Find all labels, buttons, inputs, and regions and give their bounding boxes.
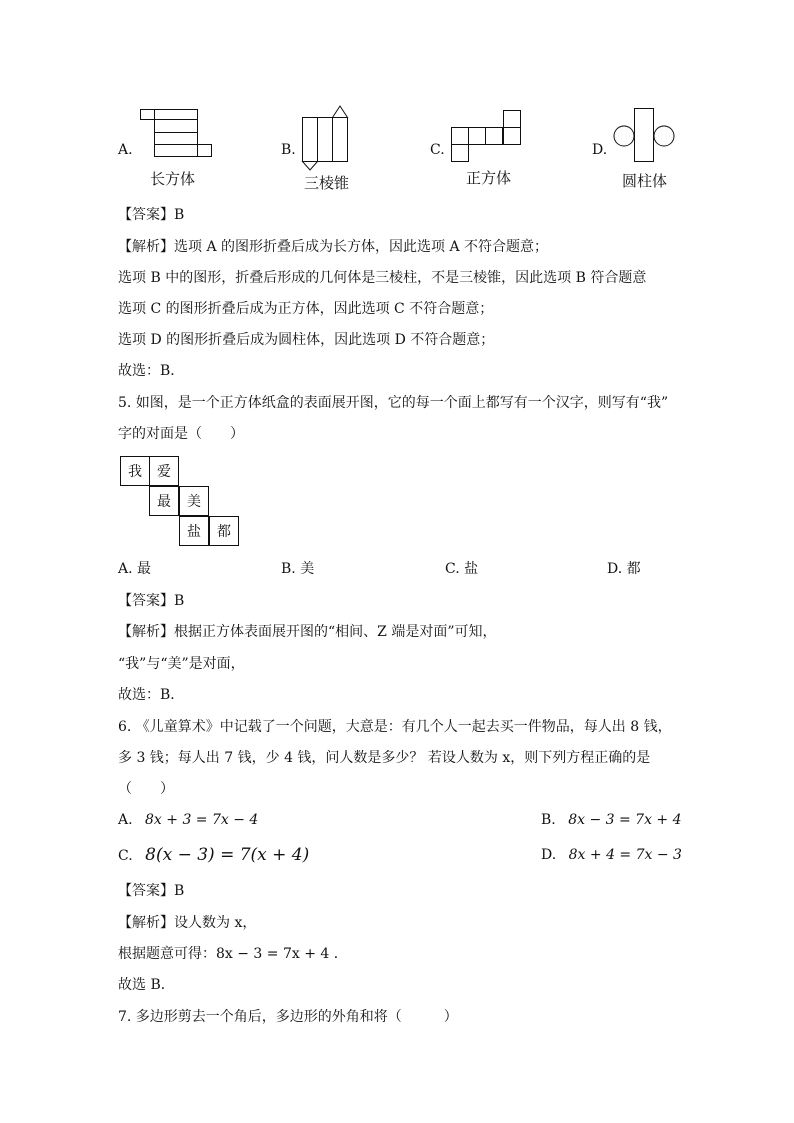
q5-option-b: B. 美 xyxy=(281,561,315,577)
q5-option-a: A. 最 xyxy=(118,561,152,577)
net-cell: 爱 xyxy=(149,456,179,486)
q4-analysis-line-5: 故选：B． xyxy=(118,363,185,379)
q6-option-d-expr: 8x + 4 = 7x − 3 xyxy=(568,847,682,863)
q6-option-a xyxy=(118,810,258,830)
net-cell: 我 xyxy=(120,456,150,486)
q4-option-b-caption: 三棱锥 xyxy=(304,174,350,192)
q6-answer: 【答案】B xyxy=(118,883,185,899)
q4-answer: 【答案】B xyxy=(118,207,185,223)
q5-option-d: D. 都 xyxy=(607,561,641,577)
q5-analysis-line-1: 【解析】根据正方体表面展开图的“相间、Z 端是对面”可知， xyxy=(118,624,497,640)
q6-option-b xyxy=(541,810,682,830)
q6-analysis-line-1: 【解析】设人数为 x， xyxy=(118,915,257,931)
net-cube-icon xyxy=(451,110,523,162)
q6-analysis-line-2: 根据题意可得：8x − 3 = 7x + 4 ． xyxy=(118,946,348,962)
q4-analysis-line-3: 选项 C 的图形折叠后成为正方体，因此选项 C 不符合题意； xyxy=(118,301,494,317)
net-cell: 美 xyxy=(179,486,209,516)
net-cylinder-icon xyxy=(613,107,675,163)
q5-answer: 【答案】B xyxy=(118,593,185,609)
q6-stem-line-2: 多 3 钱；每人出 7 钱，少 4 钱，问人数是多少？ 若设人数为 x，则下列方程正确的是 xyxy=(118,750,651,766)
q5-analysis-line-3: 故选：B． xyxy=(118,687,185,703)
q4-analysis-line-1: 【解析】选项 A 的图形折叠后成为长方体，因此选项 A 不符合题意； xyxy=(118,239,549,255)
q6-option-b-letter: B. xyxy=(541,812,556,828)
q6-option-a-letter: A. xyxy=(118,812,133,828)
q6-analysis-line-3: 故选 B． xyxy=(118,977,175,993)
q4-option-d-letter: D. xyxy=(592,142,608,158)
q5-stem-line-1: 5. 如图，是一个正方体纸盒的表面展开图，它的每一个面上都写有一个汉字，则写有“我” xyxy=(118,395,669,411)
net-tri-prism-icon xyxy=(302,105,350,171)
q4-analysis-line-2: 选项 B 中的图形，折叠后形成的几何体是三棱柱，不是三棱锥，因此选项 B 符合题意 xyxy=(118,270,647,286)
q6-option-c xyxy=(118,845,309,866)
q5-analysis-line-2: “我”与“美”是对面， xyxy=(118,656,245,672)
q6-option-c-letter: C. xyxy=(118,848,133,864)
q6-option-a-expr: 8x + 3 = 7x − 4 xyxy=(145,812,259,828)
q6-option-d xyxy=(541,845,682,865)
q4-option-c-caption: 正方体 xyxy=(466,169,512,187)
q6-option-b-expr: 8x − 3 = 7x + 4 xyxy=(568,812,682,828)
q6-stem-line-1: 6. 《儿童算术》中记载了一个问题，大意是：有几个人一起去买一件物品，每人出 8 钱， xyxy=(118,719,672,735)
q5-stem-line-2: 字的对面是（ ） xyxy=(118,426,244,442)
net-cell: 盐 xyxy=(179,516,209,546)
q4-option-c-letter: C. xyxy=(430,142,445,158)
q4-option-b-letter: B. xyxy=(281,142,296,158)
q6-stem-line-3: （ ） xyxy=(118,781,174,797)
net-rect-prism-icon xyxy=(140,108,212,160)
q6-option-d-letter: D. xyxy=(541,847,557,863)
net-cell: 都 xyxy=(209,516,239,546)
q4-option-a-letter: A. xyxy=(118,142,133,158)
net-cell: 最 xyxy=(149,486,179,516)
q6-option-c-expr: 8(x − 3) = 7(x + 4) xyxy=(145,845,310,865)
q5-option-c: C. 盐 xyxy=(445,561,479,577)
q7-stem: 7. 多边形剪去一个角后，多边形的外角和将（ ） xyxy=(118,1009,458,1025)
q4-option-d-caption: 圆柱体 xyxy=(622,172,668,190)
q4-analysis-line-4: 选项 D 的图形折叠后成为圆柱体，因此选项 D 不符合题意； xyxy=(118,332,495,348)
q4-option-a-caption: 长方体 xyxy=(150,170,196,188)
